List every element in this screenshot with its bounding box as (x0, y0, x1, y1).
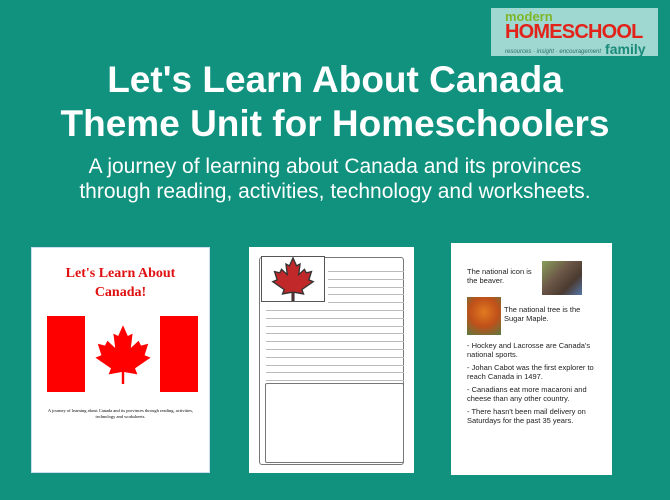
maple-leaf-icon (93, 323, 153, 385)
writing-line (328, 294, 404, 295)
writing-line (266, 380, 404, 381)
fact-item: - Hockey and Lacrosse are Canada's national sports. (467, 341, 591, 359)
logo-modern: modern (505, 9, 553, 24)
writing-line (266, 365, 404, 366)
logo-family: family (605, 41, 646, 57)
fact-item: - Johan Cabot was the first explorer to reach Canada in 1497. (467, 363, 594, 381)
subtitle (0, 154, 670, 204)
fact-item: - There hasn't been mail delivery on Saturdays for the past 35 years. (467, 407, 586, 425)
drawing-box (265, 383, 404, 463)
title-line-1: Let's Learn About Canada (107, 59, 563, 100)
maple-leaf-icon (271, 257, 315, 301)
brand-logo (491, 8, 658, 56)
cover-title-2: Canada! (94, 285, 147, 300)
logo-tagline: resources · insight · encouragement (505, 49, 602, 55)
logo-homeschool: HOMESCHOOL (505, 21, 643, 43)
writing-line (328, 279, 404, 280)
writing-line (266, 310, 404, 311)
worksheet-preview-cover (31, 247, 210, 473)
writing-line (328, 271, 404, 272)
worksheet-preview-facts (451, 243, 612, 475)
subtitle-line-2: through reading, activities, technology and worksheets. (79, 180, 591, 203)
beaver-text: The national icon is the beaver. (467, 267, 532, 285)
writing-line (328, 287, 404, 288)
writing-line (328, 302, 404, 303)
writing-line (266, 349, 404, 350)
writing-line (266, 333, 404, 334)
fact-item: - Canadians eat more macaroni and cheese than any other country. (467, 385, 587, 403)
page-title (0, 58, 670, 146)
cover-title-1: Let's Learn About (65, 266, 176, 281)
logo-bottom-row (505, 42, 654, 56)
facts-list (467, 341, 607, 425)
writing-line (266, 326, 404, 327)
writing-line (266, 318, 404, 319)
subtitle-line-1: A journey of learning about Canada and its provinces (88, 155, 582, 178)
worksheet-preview-lined (249, 247, 414, 473)
writing-line (266, 372, 404, 373)
cover-description: A journey of learning about Canada and its provinces through reading, activities, technology and worksheets. (47, 408, 194, 419)
sugar-maple-image (467, 297, 501, 335)
beaver-image (542, 261, 582, 295)
tree-text: The national tree is the Sugar Maple. (504, 305, 581, 323)
title-line-2: Theme Unit for Homeschoolers (60, 103, 610, 144)
writing-line (266, 357, 404, 358)
canada-flag (47, 316, 198, 392)
writing-line (266, 341, 404, 342)
maple-leaf-box (261, 256, 325, 302)
